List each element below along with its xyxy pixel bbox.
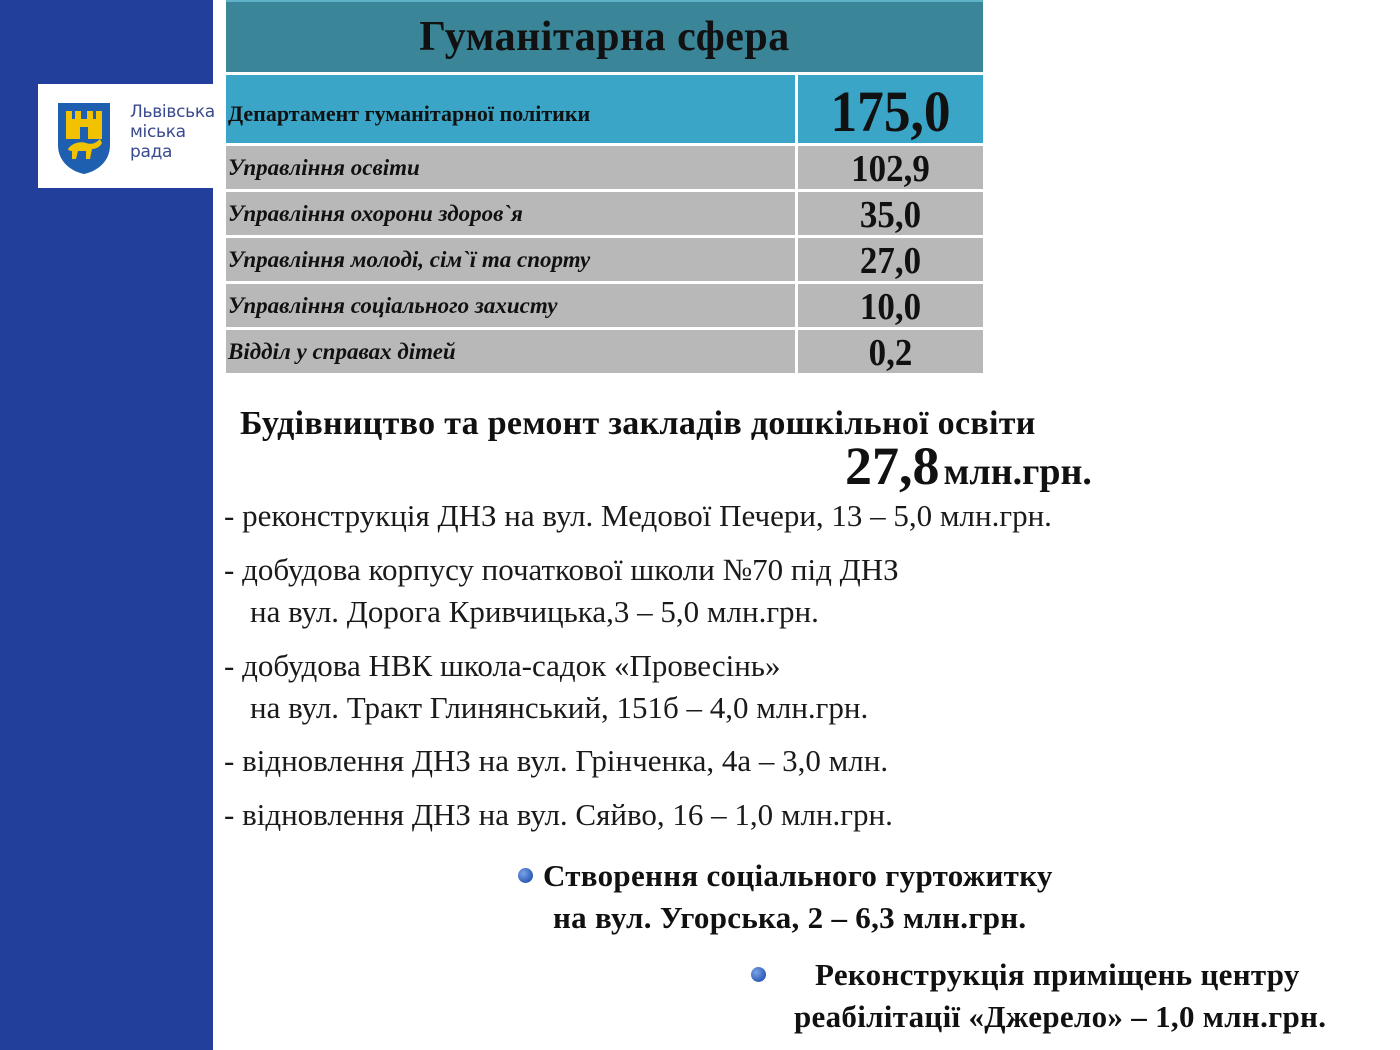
table-row — [226, 189, 983, 235]
table-row — [226, 235, 983, 281]
row-value: 102,9 — [851, 147, 930, 190]
table-title: Гуманітарна сфера — [419, 14, 790, 60]
highlight-item-2-cont — [794, 996, 1326, 1038]
budget-table — [226, 0, 983, 373]
row-value: 10,0 — [859, 285, 922, 328]
highlight-1-line-1: Створення соціального гуртожитку — [543, 858, 1053, 893]
row-value: 0,2 — [868, 331, 913, 374]
logo-line-2: міська — [130, 122, 186, 142]
list-item-text: - реконструкція ДНЗ на вул. Медової Печери, 13 – 5,0 млн.грн. — [224, 498, 1052, 533]
list-item-text-cont: на вул. Дорога Кривчицька,3 – 5,0 млн.грн. — [250, 594, 819, 629]
logo — [38, 84, 214, 188]
table-row — [226, 281, 983, 327]
list-item — [224, 794, 893, 836]
table-row-department — [226, 72, 983, 143]
list-item — [224, 549, 899, 633]
row-value: 27,0 — [859, 239, 922, 282]
table-title-bar — [226, 0, 983, 72]
row-label: Управління соціального захисту — [226, 284, 798, 327]
highlight-2-line-1: Реконструкція приміщень центру — [815, 957, 1300, 992]
logo-line-3: рада — [130, 142, 173, 162]
highlight-1-line-2: на вул. Угорська, 2 – 6,3 млн.грн. — [553, 900, 1027, 935]
preschool-total-value: 27,8 — [845, 436, 940, 496]
list-item-text: - відновлення ДНЗ на вул. Сяйво, 16 – 1,0 млн.грн. — [224, 797, 893, 832]
bullet-dot-icon — [518, 868, 533, 883]
preschool-total-unit: млн.грн. — [943, 451, 1092, 493]
lviv-coat-of-arms-icon — [56, 101, 112, 175]
highlight-2-line-2: реабілітації «Джерело» – 1,0 млн.грн. — [794, 999, 1327, 1034]
row-label: Управління охорони здоров`я — [226, 192, 798, 235]
list-item — [224, 495, 1052, 537]
row-label: Управління освіти — [226, 146, 798, 189]
list-item-text: - добудова НВК школа-садок «Провесінь» — [224, 648, 781, 683]
list-item — [224, 740, 888, 782]
table-row — [226, 143, 983, 189]
bullet-dot-icon — [751, 967, 766, 982]
highlight-item-1-cont — [553, 897, 1026, 939]
preschool-section-title: Будівництво та ремонт закладів дошкільної освіти — [240, 405, 1036, 442]
list-item-text: - відновлення ДНЗ на вул. Грінченка, 4а – 3,0 млн. — [224, 743, 889, 778]
highlight-item-1 — [543, 855, 1053, 897]
list-item-text-cont: на вул. Тракт Глинянський, 151б – 4,0 млн.грн. — [250, 690, 869, 725]
logo-line-1: Львівська — [130, 102, 215, 122]
list-item-text: - добудова корпусу початкової школи №70 під ДНЗ — [224, 552, 899, 587]
row-label: Відділ у справах дітей — [226, 330, 798, 373]
list-item — [224, 645, 868, 729]
highlight-item-2 — [815, 954, 1300, 996]
department-value: 175,0 — [830, 78, 951, 144]
table-row — [226, 327, 983, 373]
row-value: 35,0 — [859, 193, 922, 236]
row-label: Управління молоді, сім`ї та спорту — [226, 238, 798, 281]
preschool-total — [845, 435, 1092, 497]
department-label: Департамент гуманітарної політики — [226, 75, 798, 143]
